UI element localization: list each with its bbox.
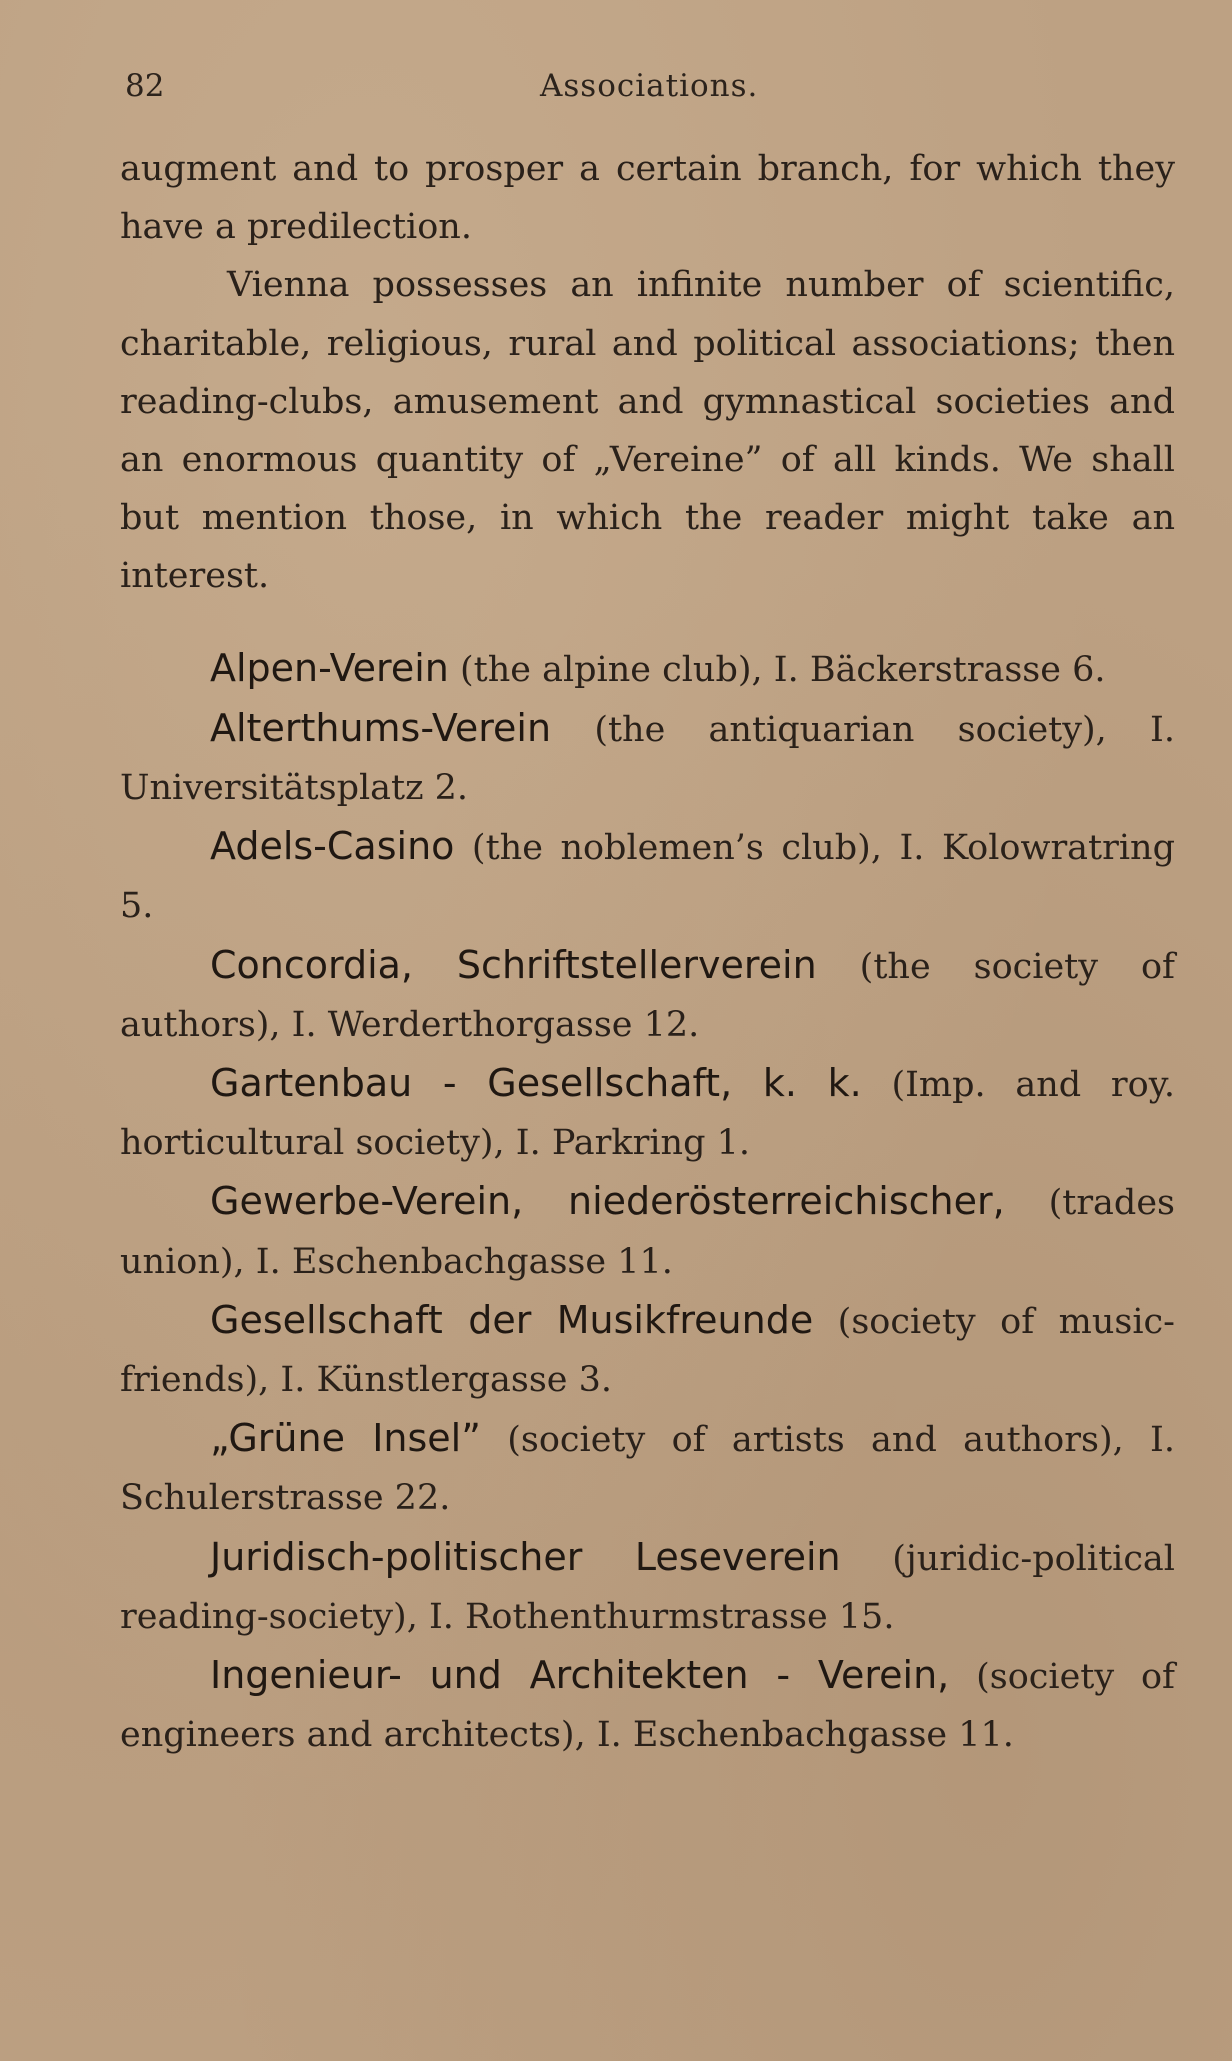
association-name: Adels-Casino — [210, 824, 455, 869]
intro-paragraph: Vienna possesses an infinite number of scientific, charitable, religious, rural and political associations; then reading-clubs, amusement and gymnastical societies and an enormous quantity of „Vereine” of all kinds. We shall but mention those, in which the reader might take an interest. — [120, 265, 1175, 597]
association-entry — [120, 1172, 1175, 1290]
page-number: 82 — [125, 68, 165, 104]
association-description: (the society of authors), I. Werderthorgasse 12. — [120, 946, 1176, 1045]
association-description: (the antiquarian society), I. Universitätsplatz 2. — [120, 709, 1175, 809]
association-entry — [120, 699, 1175, 817]
association-name: Alterthums-Verein — [210, 705, 552, 750]
association-description: (society of artists and authors), I. Schulerstrasse 22. — [120, 1420, 1175, 1519]
association-name: Juridisch-politischer Leseverein — [210, 1534, 841, 1579]
association-entry — [120, 1054, 1175, 1172]
association-description: (Imp. and roy. horticultural society), I. Parkring 1. — [120, 1065, 1175, 1164]
association-entry — [120, 1291, 1175, 1409]
running-title: Associations. — [540, 68, 759, 104]
association-description: (the noblemen’s club), I. Kolowratring 5. — [120, 828, 1175, 927]
association-description: (juridic-political reading-society), I. Rothenthurmstrasse 15. — [120, 1538, 1175, 1637]
association-entry — [120, 639, 1175, 699]
page-header — [125, 68, 1125, 118]
association-name: Ingenieur- und Architekten - Verein, — [210, 1653, 950, 1698]
continuation-paragraph: augment and to prosper a certain branch, for which they have a predilection. — [120, 149, 1175, 248]
association-description: (the alpine club), I. Bäckerstrasse 6. — [448, 649, 1106, 690]
association-description: (society of music-friends), I. Künstlergasse 3. — [120, 1301, 1175, 1401]
association-entry — [120, 1646, 1175, 1764]
association-description: (trades union), I. Eschenbachgasse 11. — [120, 1183, 1175, 1282]
association-entry — [120, 817, 1175, 935]
association-entry — [120, 1409, 1175, 1527]
association-name: Alpen-Verein — [210, 645, 449, 690]
association-description: (society of engineers and architects), I. Eschenbachgasse 11. — [120, 1657, 1175, 1756]
association-list — [120, 639, 1175, 1765]
association-name: Gesellschaft der Musikfreunde — [210, 1297, 814, 1342]
association-name: Concordia, Schriftstellerverein — [210, 942, 817, 987]
association-name: Gewerbe-Verein, niederösterreichischer, — [210, 1179, 1005, 1224]
page-body — [120, 140, 1175, 1764]
association-entry — [120, 1528, 1175, 1646]
association-entry — [120, 936, 1175, 1054]
association-name: Gartenbau - Gesellschaft, k. k. — [210, 1061, 862, 1106]
association-name: „Grüne Insel” — [210, 1416, 481, 1461]
